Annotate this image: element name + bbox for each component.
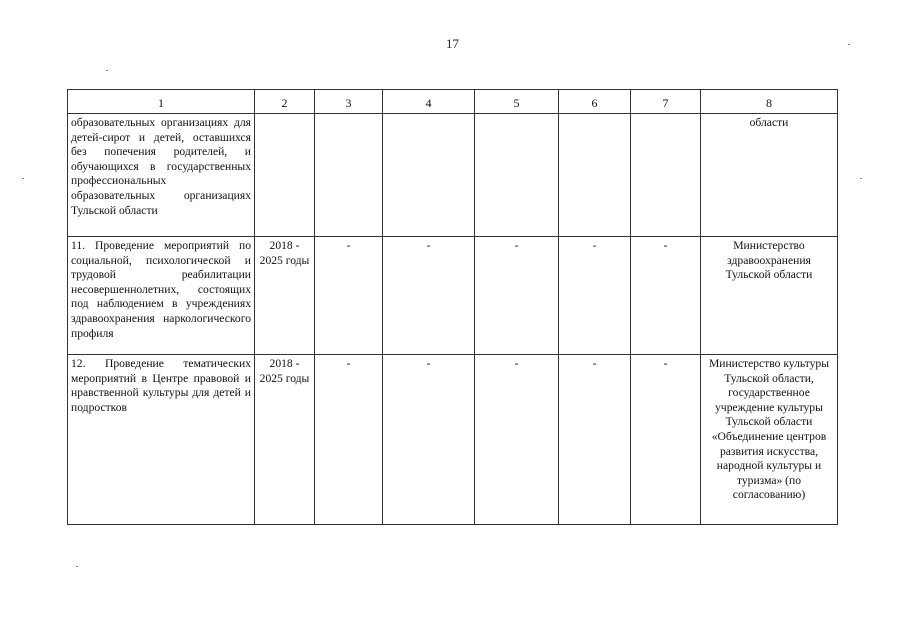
- value-cell: -: [315, 355, 383, 525]
- scan-speck: [860, 178, 862, 179]
- table-row: [68, 355, 838, 525]
- scan-speck: [22, 178, 24, 179]
- measure-description: образовательных организациях для детей-сирот и детей, оставшихся без попечения родителей, и обучающихся в государственных профессиональных образовательных организациях Тульской области: [68, 114, 255, 237]
- measure-description: 12. Проведение тематических мероприятий в Центре правовой и нравственной культуры для детей и подростков: [68, 355, 255, 525]
- executor-cell: Министерство культуры Тульской области, государственное учреждение культуры Тульской области «Объединение центров развития искусства, народной культуры и туризма» (по согласованию): [701, 355, 838, 525]
- header-cell: 5: [475, 90, 559, 114]
- value-cell: [383, 114, 475, 237]
- executor-cell: области: [701, 114, 838, 237]
- program-table: [67, 89, 838, 525]
- measure-description: 11. Проведение мероприятий по социальной, психологической и трудовой реабилитации несовершеннолетних, состоящих под наблюдением в учреждениях здравоохранения наркологического профиля: [68, 237, 255, 355]
- value-cell: -: [631, 237, 701, 355]
- scan-speck: [848, 44, 850, 45]
- table-row: [68, 237, 838, 355]
- value-cell: -: [475, 355, 559, 525]
- header-cell: 6: [559, 90, 631, 114]
- period-cell: 2018 - 2025 годы: [255, 355, 315, 525]
- scan-speck: [76, 566, 78, 567]
- value-cell: -: [383, 237, 475, 355]
- value-cell: -: [631, 355, 701, 525]
- header-cell: 3: [315, 90, 383, 114]
- period-cell: [255, 114, 315, 237]
- value-cell: [631, 114, 701, 237]
- value-cell: -: [559, 237, 631, 355]
- value-cell: [315, 114, 383, 237]
- value-cell: [475, 114, 559, 237]
- value-cell: [559, 114, 631, 237]
- header-cell: 2: [255, 90, 315, 114]
- scan-speck: [106, 70, 108, 71]
- value-cell: -: [559, 355, 631, 525]
- page-number: 17: [446, 36, 459, 51]
- header-cell: 1: [68, 90, 255, 114]
- period-cell: 2018 - 2025 годы: [255, 237, 315, 355]
- header-cell: 7: [631, 90, 701, 114]
- value-cell: -: [383, 355, 475, 525]
- table-row: [68, 114, 838, 237]
- header-row: [68, 90, 838, 114]
- value-cell: -: [315, 237, 383, 355]
- value-cell: -: [475, 237, 559, 355]
- header-cell: 4: [383, 90, 475, 114]
- header-cell: 8: [701, 90, 838, 114]
- executor-cell: Министерство здравоохранения Тульской области: [701, 237, 838, 355]
